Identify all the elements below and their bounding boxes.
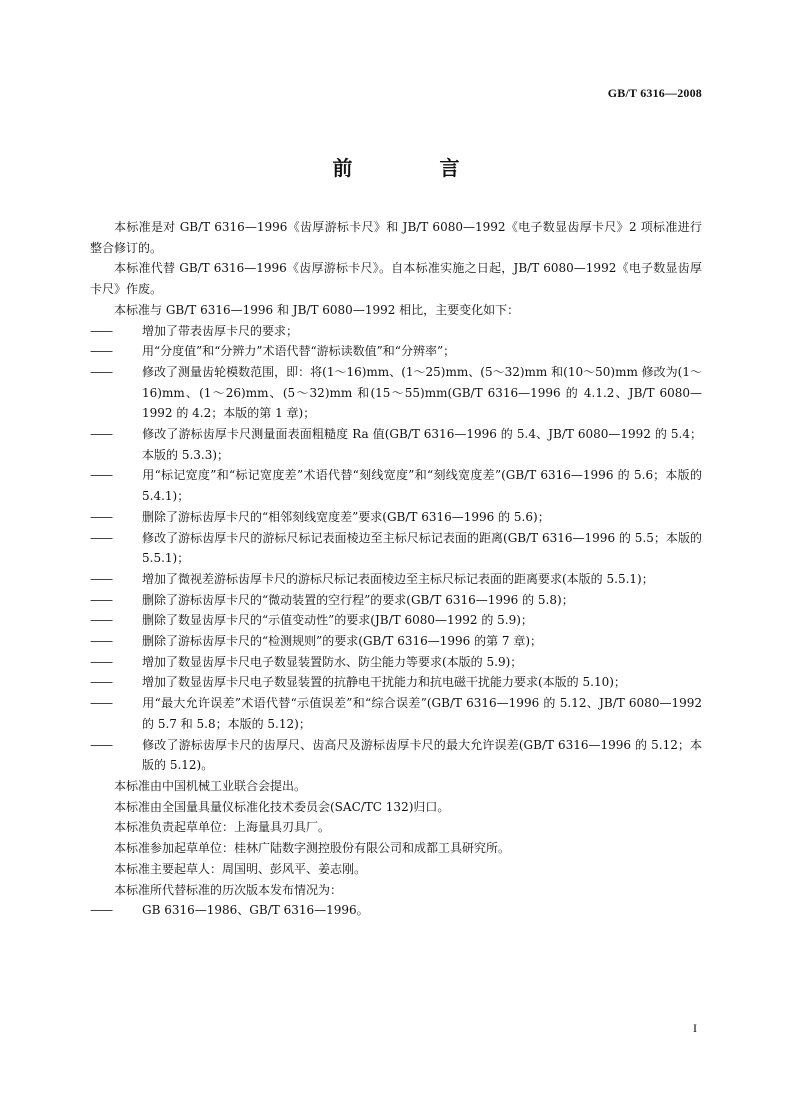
changes-list bbox=[90, 321, 702, 776]
list-item-text: 删除了游标齿厚卡尺的“相邻刻线宽度差”要求(GB/T 6316—1996 的 5.6)； bbox=[142, 509, 550, 524]
dash-marker: —— bbox=[90, 592, 112, 607]
intro-paragraph: 本标准与 GB/T 6316—1996 和 JB/T 6080—1992 相比，主要变化如下： bbox=[114, 302, 520, 317]
intro-paragraph: 本标准代替 GB/T 6316—1996《齿厚游标卡尺》。自本标准实施之日起，JB/T 6080—1992《电子数显齿厚卡尺》作废。 bbox=[90, 261, 702, 297]
history-item-text: GB 6316—1986、GB/T 6316—1996。 bbox=[142, 903, 369, 918]
dash-marker: —— bbox=[90, 427, 112, 442]
list-item bbox=[90, 362, 702, 424]
info-paragraph: 本标准所代替标准的历次版本发布情况为： bbox=[114, 882, 343, 897]
dash-marker: —— bbox=[90, 654, 112, 669]
list-item-text: 增加了数显齿厚卡尺电子数显装置的抗静电干扰能力和抗电磁干扰能力要求(本版的 5.10)； bbox=[142, 675, 626, 690]
list-item-text: 删除了游标齿厚卡尺的“微动装置的空行程”的要求(GB/T 6316—1996 的 5.8)； bbox=[142, 592, 574, 607]
dash-marker: —— bbox=[90, 571, 112, 586]
info-paragraph: 本标准参加起草单位：桂林广陆数字测控股份有限公司和成都工具研究所。 bbox=[114, 841, 511, 856]
info-paragraph: 本标准主要起草人：周国明、彭风平、姜志刚。 bbox=[114, 861, 367, 876]
list-item-text: 修改了游标齿厚卡尺测量面表面粗糙度 Ra 值(GB/T 6316—1996 的 5.4、JB/T 6080—1992 的 5.4；本版的 5.3.3)； bbox=[142, 427, 702, 462]
list-item bbox=[90, 610, 702, 631]
list-item bbox=[90, 321, 702, 342]
list-item bbox=[90, 590, 702, 611]
list-item-text: 增加了数显齿厚卡尺电子数显装置防水、防尘能力等要求(本版的 5.9)； bbox=[142, 654, 523, 669]
list-item bbox=[90, 528, 702, 569]
dash-marker: —— bbox=[90, 737, 112, 752]
list-item bbox=[90, 341, 702, 362]
list-item bbox=[90, 569, 702, 590]
list-item-text: 删除了游标齿厚卡尺的“检测规则”的要求(GB/T 6316—1996 的第 7 章)； bbox=[142, 634, 543, 649]
dash-marker: —— bbox=[90, 634, 112, 649]
list-item bbox=[90, 507, 702, 528]
dash-marker: —— bbox=[90, 364, 112, 379]
dash-marker: —— bbox=[90, 323, 112, 338]
foreword-body bbox=[90, 217, 702, 921]
dash-marker: —— bbox=[90, 509, 112, 524]
dash-marker: —— bbox=[90, 903, 112, 918]
list-item-text: 修改了游标齿厚卡尺的游标尺标记表面棱边至主标尺标记表面的距离(GB/T 6316—1996 的 5.5；本版的 5.5.1)； bbox=[142, 530, 702, 566]
list-item-text: 修改了测量齿轮模数范围，即：将(1～16)mm、(1～25)mm、(5～32)mm 和(10～50)mm 修改为(1～16)mm、(1～26)mm、(5～32)mm 和(15～55)mm(GB/T 6316—1996 的 4.1.2、JB/T 6080—1992 的 4.2；本版的第 1 章)； bbox=[142, 364, 702, 421]
list-item-text: 增加了带表齿厚卡尺的要求； bbox=[142, 323, 299, 338]
dash-marker: —— bbox=[90, 696, 112, 711]
list-item bbox=[90, 424, 702, 465]
list-item-text: 删除了数显齿厚卡尺的“示值变动性”的要求(JB/T 6080—1992 的 5.9)； bbox=[142, 613, 533, 628]
list-item bbox=[90, 693, 702, 734]
dash-marker: —— bbox=[90, 675, 112, 690]
info-paragraph: 本标准负责起草单位：上海量具刃具厂。 bbox=[114, 820, 331, 835]
intro-paragraph: 本标准是对 GB/T 6316—1996《齿厚游标卡尺》和 JB/T 6080—1992《电子数显齿厚卡尺》2 项标准进行整合修订的。 bbox=[90, 220, 702, 255]
dash-marker: —— bbox=[90, 530, 112, 545]
info-paragraph: 本标准由全国量具量仪标准化技术委员会(SAC/TC 132)归口。 bbox=[114, 799, 450, 814]
page-number: I bbox=[693, 1021, 697, 1035]
list-item bbox=[90, 735, 702, 776]
dash-marker: —— bbox=[90, 344, 112, 359]
history-item bbox=[90, 900, 702, 921]
list-item-text: 用“分度值”和“分辨力”术语代替“游标读数值”和“分辨率”； bbox=[142, 344, 456, 359]
list-item bbox=[90, 631, 702, 652]
dash-marker: —— bbox=[90, 468, 112, 483]
list-item-text: 增加了微视差游标齿厚卡尺的游标尺标记表面棱边至主标尺标记表面的距离要求(本版的 5.5.1)； bbox=[142, 571, 654, 586]
info-paragraph: 本标准由中国机械工业联合会提出。 bbox=[114, 778, 307, 793]
page-title: 前 言 bbox=[332, 156, 500, 180]
dash-marker: —— bbox=[90, 613, 112, 628]
list-item bbox=[90, 652, 702, 673]
list-item-text: 用“最大允许误差”术语代替“示值误差”和“综合误差”(GB/T 6316—1996 的 5.12、JB/T 6080—1992 的 5.7 和 5.8；本版的 5.12)； bbox=[142, 696, 702, 731]
list-item bbox=[90, 465, 702, 506]
list-item-text: 修改了游标齿厚卡尺的齿厚尺、齿高尺及游标齿厚卡尺的最大允许误差(GB/T 6316—1996 的 5.12；本版的 5.12)。 bbox=[142, 737, 702, 773]
list-item-text: 用“标记宽度”和“标记宽度差”术语代替“刻线宽度”和“刻线宽度差”(GB/T 6316—1996 的 5.6；本版的 5.4.1)； bbox=[142, 468, 702, 504]
list-item bbox=[90, 672, 702, 693]
standard-code: GB/T 6316—2008 bbox=[607, 86, 702, 100]
